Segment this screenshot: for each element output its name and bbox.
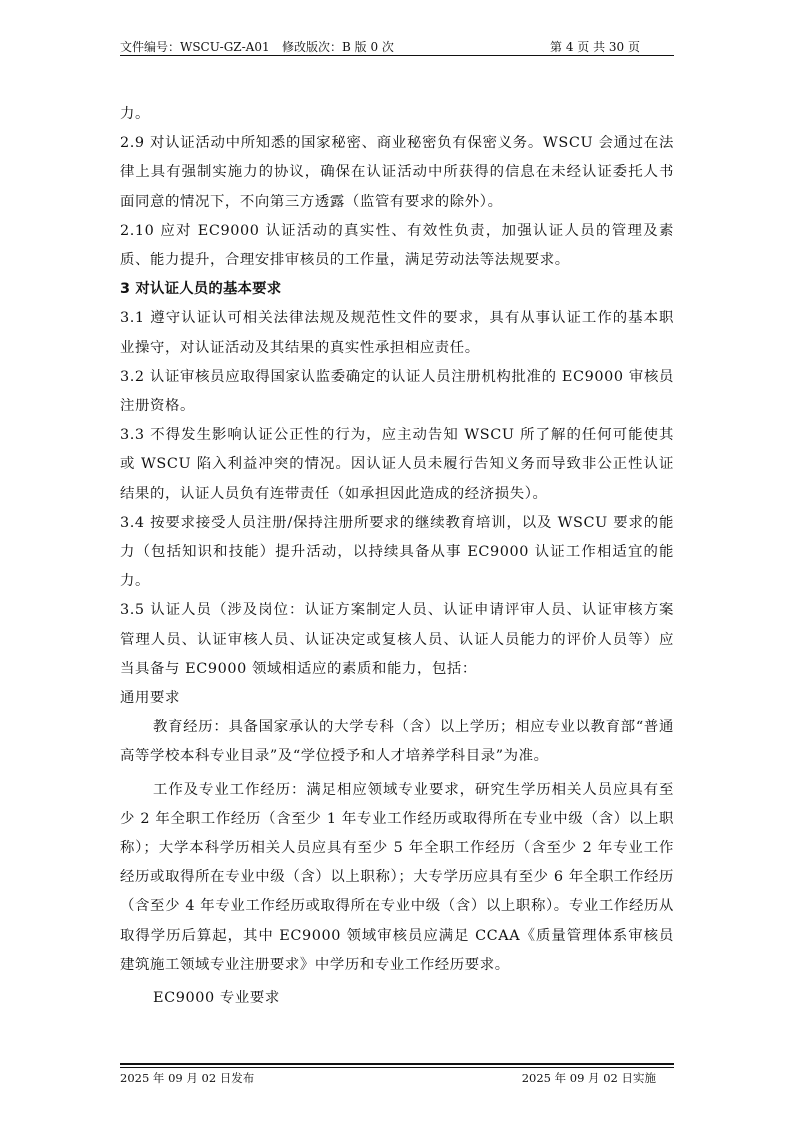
footer-divider-thin xyxy=(120,1067,674,1068)
paragraph-3-3: 3.3 不得发生影响认证公正性的行为，应主动告知 WSCU 所了解的任何可能使其或 WSCU 陷入利益冲突的情况。因认证人员未履行告知义务而导致非公正性认证结果的，认证人员负有连带责任（如承担因此造成的经济损失）。 xyxy=(120,427,674,502)
page-header xyxy=(120,37,674,57)
paragraph-education: 教育经历：具备国家承认的大学专科（含）以上学历；相应专业以教育部“普通高等学校本科专业目录”及“学位授予和人才培养学科目录”为准。 xyxy=(120,719,674,765)
footer-divider-thick xyxy=(120,1063,674,1065)
subheading-general-requirements: 通用要求 xyxy=(120,690,180,707)
subheading-ec9000-requirements: EC9000 专业要求 xyxy=(153,990,280,1007)
paragraph-2-10: 2.10 应对 EC9000 认证活动的真实性、有效性负责，加强认证人员的管理及素质、能力提升，合理安排审核员的工作量，满足劳动法等法规要求。 xyxy=(120,222,674,269)
section-heading-3: 3 对认证人员的基本要求 xyxy=(120,281,282,298)
header-divider xyxy=(120,55,674,56)
paragraph-3-4: 3.4 按要求接受人员注册/保持注册所要求的继续教育培训，以及 WSCU 要求的能力（包括知识和技能）提升活动，以持续具备从事 EC9000 认证工作相适宜的能力。 xyxy=(120,514,674,590)
effective-date: 2025 年 09 月 02 日实施 xyxy=(521,1071,656,1085)
doc-number: 文件编号：WSCU-GZ-A01 xyxy=(120,40,270,54)
revision-label: 修改版次：B 版 0 次 xyxy=(282,40,394,54)
page-info: 第 4 页 共 30 页 xyxy=(550,40,640,54)
paragraph-3-5: 3.5 认证人员（涉及岗位：认证方案制定人员、认证申请评审人员、认证审核方案管理人员、认证审核人员、认证决定或复核人员、认证人员能力的评价人员等）应当具备与 EC9000 领域相适应的素质和能力，包括： xyxy=(120,602,674,677)
publish-date: 2025 年 09 月 02 日发布 xyxy=(120,1071,255,1085)
paragraph-3-2: 3.2 认证审核员应取得国家认监委确定的认证人员注册机构批准的 EC9000 审核员注册资格。 xyxy=(120,368,674,415)
paragraph-2-9: 2.9 对认证活动中所知悉的国家秘密、商业秘密负有保密义务。WSCU 会通过在法律上具有强制实施力的协议，确保在认证活动中所获得的信息在未经认证委托人书面同意的情况下，不向第三方透露（监管有要求的除外）。 xyxy=(120,135,674,210)
page-footer xyxy=(120,1070,674,1088)
paragraph-continuation: 力。 xyxy=(120,106,150,122)
paragraph-work-experience: 工作及专业工作经历：满足相应领域专业要求，研究生学历相关人员应具有至少 2 年全职工作经历（含至少 1 年专业工作经历或取得所在专业中级（含）以上职称）；大学本科学历相关人员应具有至少 5 年全职工作经历（含至少 2 年专业工作经历或取得所在专业中级（含）以上职称）；大专学历应具有至少 6 年全职工作经历（含至少 4 年专业工作经历或取得所在专业中级（含）以上职称）。专业工作经历从取得学历后算起，其中 EC9000 领域审核员应满足 CCAA《质量管理体系审核员建筑施工领域专业注册要求》中学历和专业工作经历要求。 xyxy=(120,781,674,973)
paragraph-3-1: 3.1 遵守认证认可相关法律法规及规范性文件的要求，具有从事认证工作的基本职业操守，对认证活动及其结果的真实性承担相应责任。 xyxy=(120,310,674,356)
document-body xyxy=(120,100,674,1013)
